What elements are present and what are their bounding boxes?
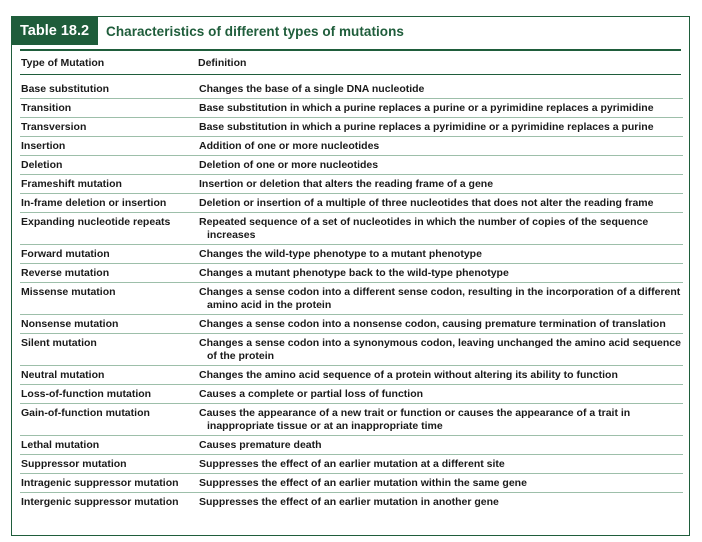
- definition-text: Causes premature death: [199, 439, 322, 451]
- mutation-definition: [198, 334, 683, 366]
- mutation-definition: [198, 315, 683, 334]
- mutation-type: Base substitution: [20, 80, 198, 99]
- title-rule: [20, 49, 681, 51]
- mutation-definition: [198, 455, 683, 474]
- definition-text: Deletion of one or more nucleotides: [199, 159, 379, 171]
- table-row: [20, 175, 683, 194]
- table-row: [20, 213, 683, 245]
- definition-text: Suppresses the effect of an earlier mutation at a different site: [199, 458, 505, 470]
- definition-text: Changes a sense codon into a different sense codon, resulting in the incorporation of a different amino acid in the protein: [199, 286, 681, 311]
- column-header-type: Type of Mutation: [21, 57, 105, 69]
- table-row: [20, 455, 683, 474]
- mutation-type: Silent mutation: [20, 334, 198, 366]
- mutation-type: Deletion: [20, 156, 198, 175]
- mutation-type: Gain-of-function mutation: [20, 404, 198, 436]
- mutation-definition: [198, 175, 683, 194]
- table-row: [20, 404, 683, 436]
- table-row: [20, 99, 683, 118]
- mutation-type: Neutral mutation: [20, 366, 198, 385]
- mutation-definition: [198, 156, 683, 175]
- mutation-definition: [198, 213, 683, 245]
- table-row: [20, 436, 683, 455]
- table-row: [20, 245, 683, 264]
- table-row: [20, 315, 683, 334]
- definition-text: Addition of one or more nucleotides: [199, 140, 380, 152]
- mutation-type: Transversion: [20, 118, 198, 137]
- header-rule: [20, 74, 681, 75]
- definition-text: Deletion or insertion of a multiple of three nucleotides that does not alter the reading frame: [199, 197, 654, 209]
- mutation-definition: [198, 385, 683, 404]
- table-title: Characteristics of different types of mutations: [106, 23, 404, 39]
- mutation-type: Nonsense mutation: [20, 315, 198, 334]
- definition-text: Changes a mutant phenotype back to the wild-type phenotype: [199, 267, 509, 279]
- mutations-table: [20, 80, 683, 511]
- mutation-type: Transition: [20, 99, 198, 118]
- table-row: [20, 334, 683, 366]
- definition-text: Changes the base of a single DNA nucleotide: [199, 83, 425, 95]
- mutation-definition: [198, 474, 683, 493]
- mutation-type: In-frame deletion or insertion: [20, 194, 198, 213]
- mutation-definition: [198, 436, 683, 455]
- mutation-definition: [198, 245, 683, 264]
- column-header-definition: Definition: [198, 57, 247, 69]
- mutation-type: Expanding nucleotide repeats: [20, 213, 198, 245]
- table-row: [20, 80, 683, 99]
- definition-text: Changes the wild-type phenotype to a mutant phenotype: [199, 248, 482, 260]
- table-row: [20, 264, 683, 283]
- mutation-type: Missense mutation: [20, 283, 198, 315]
- table-row: [20, 118, 683, 137]
- table-row: [20, 156, 683, 175]
- definition-text: Base substitution in which a purine replaces a pyrimidine or a pyrimidine replaces a purine: [199, 121, 654, 133]
- mutation-definition: [198, 80, 683, 99]
- mutation-definition: [198, 99, 683, 118]
- mutation-type: Intergenic suppressor mutation: [21, 496, 179, 508]
- mutation-definition: [198, 366, 683, 385]
- definition-text: Base substitution in which a purine replaces a purine or a pyrimidine replaces a pyrimidine: [199, 102, 654, 114]
- mutation-type: Suppressor mutation: [20, 455, 198, 474]
- table-row: [20, 194, 683, 213]
- mutation-type: Insertion: [20, 137, 198, 156]
- mutation-type: Intragenic suppressor mutation: [20, 474, 198, 493]
- definition-text: Causes the appearance of a new trait or function or causes the appearance of a trait in inappropriate tissue or at an inappropriate time: [199, 407, 631, 432]
- mutations-table-body: [20, 80, 683, 511]
- mutation-definition: [198, 283, 683, 315]
- mutation-type: Reverse mutation: [20, 264, 198, 283]
- table-row: [20, 366, 683, 385]
- table-label: Table 18.2: [12, 17, 98, 45]
- mutation-definition: [198, 118, 683, 137]
- definition-text: Causes a complete or partial loss of function: [199, 388, 424, 400]
- table-row: [20, 385, 683, 404]
- mutation-type: Forward mutation: [20, 245, 198, 264]
- definition-text: Suppresses the effect of an earlier mutation within the same gene: [199, 477, 527, 489]
- table-row: [20, 283, 683, 315]
- definition-text: Insertion or deletion that alters the reading frame of a gene: [199, 178, 494, 190]
- definition-text: Changes a sense codon into a synonymous codon, leaving unchanged the amino acid sequence of the protein: [199, 337, 681, 362]
- table-row: [20, 493, 683, 512]
- mutation-type: Lethal mutation: [20, 436, 198, 455]
- definition-text: Changes the amino acid sequence of a protein without altering its ability to function: [199, 369, 618, 381]
- mutation-definition: [198, 264, 683, 283]
- table-title-bar: [12, 17, 689, 45]
- table-row: [20, 137, 683, 156]
- definition-text: Repeated sequence of a set of nucleotides in which the number of copies of the sequence increases: [199, 216, 649, 241]
- mutation-definition: [198, 137, 683, 156]
- mutation-type: Frameshift mutation: [20, 175, 198, 194]
- mutation-type: Loss-of-function mutation: [20, 385, 198, 404]
- mutation-definition: [198, 404, 683, 436]
- table-frame: [11, 16, 690, 536]
- mutation-definition: [198, 194, 683, 213]
- definition-text: Suppresses the effect of an earlier mutation in another gene: [199, 496, 499, 508]
- mutation-definition: [198, 493, 683, 512]
- table-row: [20, 474, 683, 493]
- definition-text: Changes a sense codon into a nonsense codon, causing premature termination of translation: [199, 318, 666, 330]
